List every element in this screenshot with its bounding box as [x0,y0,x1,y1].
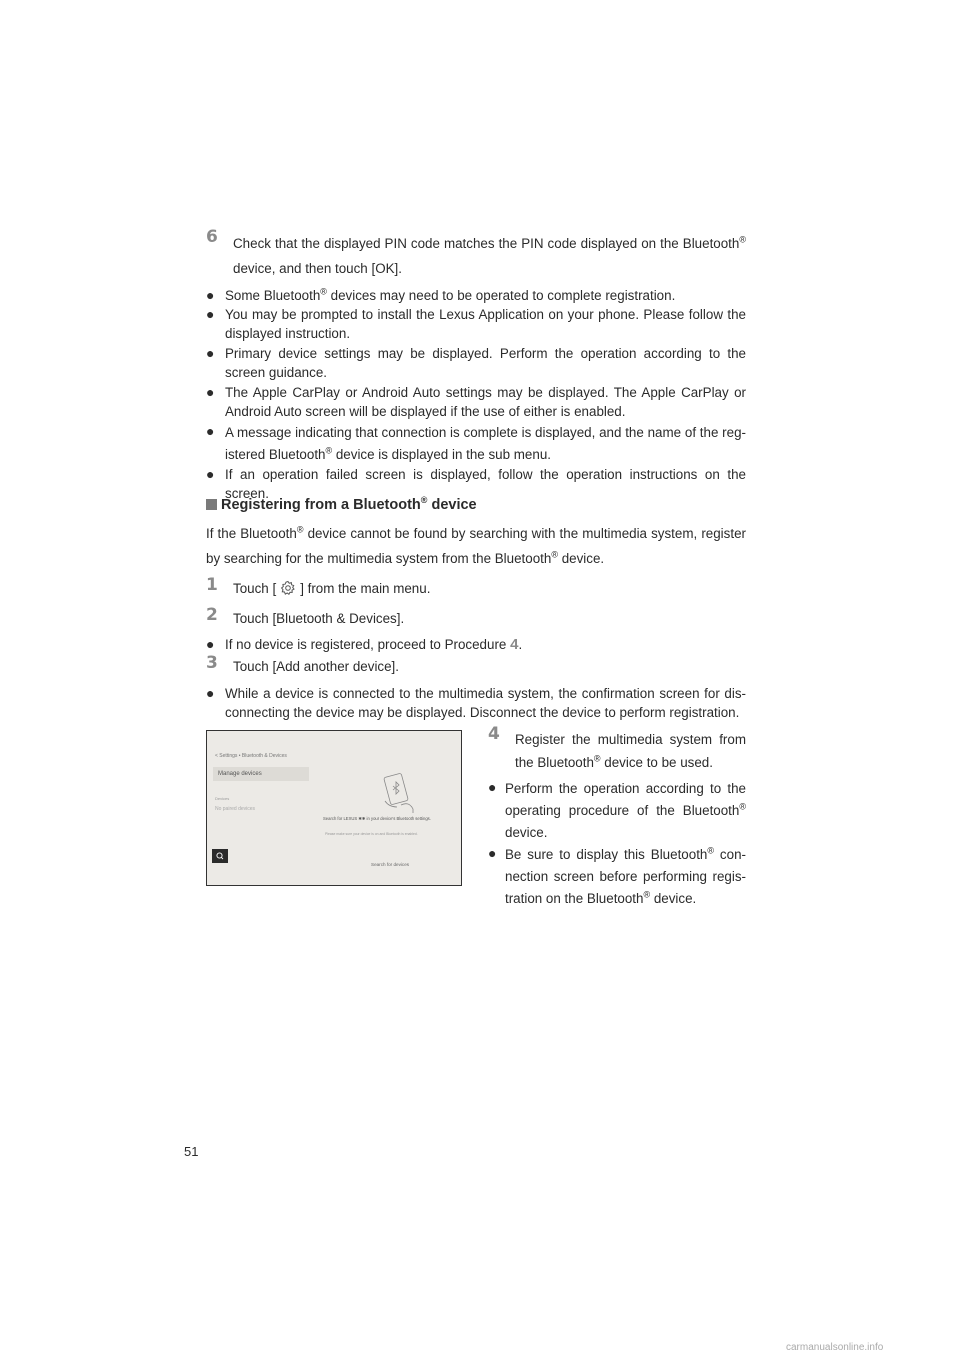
intro-paragraph: If the Bluetooth® device cannot be found by searching with the multimedia system, register by searching for the multimedia system from the Bluetooth® device. [206,524,746,566]
no-devices-text: No paired devices [215,806,256,812]
bullet-icon: ● [488,779,497,795]
list-item: ● Some Bluetooth® devices may need to be operated to complete registration. [206,286,676,303]
step-number: 1 [206,575,218,595]
step-number: 3 [206,653,218,673]
watermark-text: carmanualsonline.info [786,1342,884,1353]
page-number: 51 [184,1144,199,1159]
step-2: 2 Touch [Bluetooth & Devices]. [206,605,405,626]
step-6: 6 Check that the displayed PIN code matches the PIN code displayed on the Bluetooth® device, and then touch [OK]. [206,227,746,276]
bullet-icon: ● [206,685,215,701]
bullet-icon: ● [206,306,215,322]
step-number: 6 [206,227,218,247]
list-item: ● Perform the operation according to the operating procedure of the Bluetooth® device. [488,779,746,840]
step-number: 2 [206,605,218,625]
bullet-icon: ● [206,287,215,303]
bullet-icon: ● [206,466,215,482]
step-1: 1 Touch [ ] from the main menu. [206,575,431,596]
search-icon [212,849,228,863]
step-4: 4 Register the multimedia system from the Bluetooth® device to be used. [488,724,746,770]
bullet-icon: ● [206,384,215,400]
list-item: ● Primary device settings may be displayed. Perform the operation according to the screen guidance. [206,345,746,380]
devices-label: Devices [215,796,230,801]
list-item: ● If no device is registered, proceed to Procedure 4. [206,636,523,653]
hint-text: Please make sure your device is on and Bluetooth is enabled. [325,832,418,836]
list-item: ● If an operation failed screen is displayed, follow the operation instructions on the screen. [206,466,746,501]
screen-breadcrumb: < Settings • Bluetooth & Devices [215,753,287,759]
list-item: ● The Apple CarPlay or Android Auto settings may be displayed. The Apple CarPlay or Android Auto screen will be displayed if the use of either is enabled. [206,384,746,419]
bullet-icon: ● [206,636,215,652]
section-heading: Registering from a Bluetooth® device [206,496,477,515]
multimedia-screenshot [206,730,462,886]
square-marker-icon [206,499,217,510]
bullet-icon: ● [206,345,215,361]
bullet-icon: ● [488,845,497,861]
manage-devices-item: Manage devices [213,767,309,781]
search-devices-button: Search for devices [371,862,410,867]
list-item: ● Be sure to display this Bluetooth® con-nection screen before performing regis-tration on the Bluetooth® device. [488,845,746,906]
list-item: ● You may be prompted to install the Lexus Application on your phone. Please follow the displayed instruction. [206,306,746,341]
list-item: ● While a device is connected to the multimedia system, the confirmation screen for dis-connecting the device may be displayed. Disconnect the device to perform registration. [206,685,746,720]
bullet-icon: ● [206,423,215,439]
phone-bluetooth-icon [379,771,419,813]
step-3: 3 Touch [Add another device]. [206,653,400,674]
step-number: 4 [488,724,500,744]
search-instruction-text: Search for LEXUS ✱✱ in your device's Bluetooth settings. [323,816,431,821]
settings-gear-icon [280,580,296,596]
list-item: ● A message indicating that connection is complete is displayed, and the name of the reg-istered Bluetooth® device is displayed in the sub menu. [206,423,746,462]
